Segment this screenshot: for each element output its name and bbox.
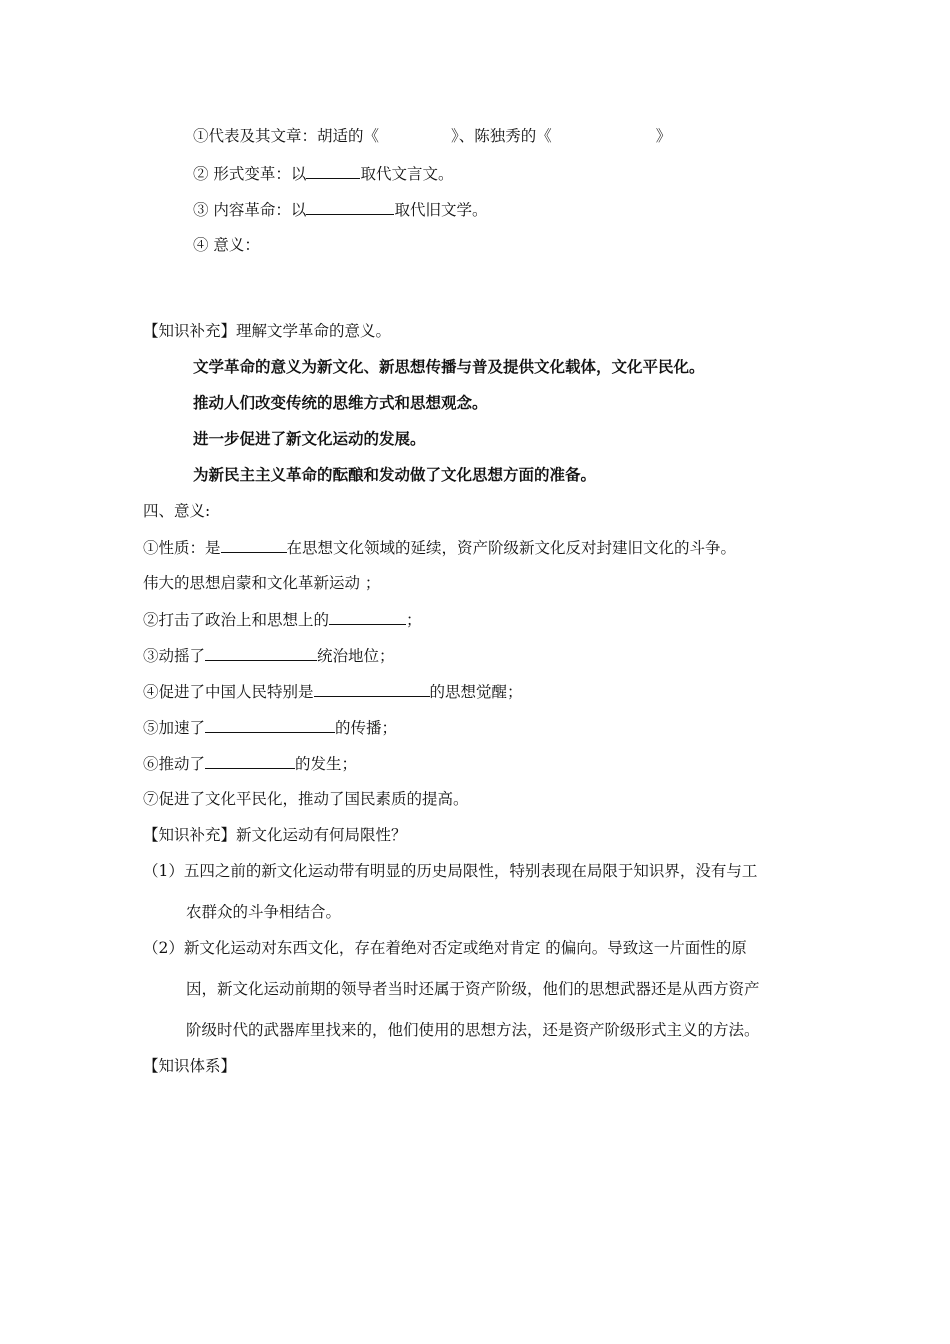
limitation-text: （2）新文化运动对东西文化，存在着绝对否定或绝对肯定 的偏向。导致这一片面性的原 [143, 939, 747, 957]
limitation-text: 阶级时代的武器库里找来的，他们使用的思想方法，还是资产阶级形式主义的方法。 [186, 1021, 760, 1039]
text: ② 形式变革：以 [193, 165, 307, 183]
text: 在思想文化领域的延续，资产阶级新文化反对封建旧文化的斗争。 [286, 539, 737, 557]
text: 【知识补充】理解文学革命的意义。 [143, 322, 392, 340]
text: 》 [655, 127, 672, 145]
lit-significance [193, 235, 260, 255]
fill-blank [205, 645, 317, 661]
significance-point [143, 717, 397, 738]
fill-blank [205, 753, 295, 769]
text: ③ 内容革命：以 [193, 201, 307, 219]
significance-point [143, 753, 357, 774]
text: ①性质：是 [143, 539, 221, 557]
lit-content-revolution [193, 199, 487, 220]
text: 统治地位； [317, 647, 395, 665]
text: 取代文言文。 [360, 165, 454, 183]
limitation-text: （1）五四之前的新文化运动带有明显的历史局限性，特别表现在局限于知识界，没有与工 [143, 862, 758, 880]
significance-point [143, 645, 395, 666]
significance-enlightenment: 伟大的思想启蒙和文化革新运动 ； [143, 574, 381, 592]
limitation-text: 因，新文化运动前期的领导者当时还属于资产阶级，他们的思想武器还是从西方资产 [186, 980, 760, 998]
fill-blank [221, 537, 287, 553]
limitation-text: 农群众的斗争相结合。 [186, 903, 342, 921]
text: 取代旧文学。 [394, 201, 488, 219]
fill-blank [306, 163, 360, 179]
supplement-title [143, 321, 391, 341]
knowledge-system-title: 【知识体系】 [143, 1057, 237, 1075]
section-heading: 四、意义: [143, 502, 211, 520]
text: 的传播； [335, 719, 398, 737]
text: ②打击了政治上和思想上的 [143, 611, 330, 629]
significance-point: ⑦促进了文化平民化，推动了国民素质的提高。 [143, 790, 469, 808]
supplement-point: 文学革命的意义为新文化、新思想传播与普及提供文化载体，文化平民化。 [193, 357, 705, 376]
text: ③动摇了 [143, 647, 206, 665]
text: ； [406, 611, 422, 629]
fill-blank [329, 609, 406, 625]
fill-blank [314, 681, 430, 697]
text: ④促进了中国人民特别是 [143, 683, 314, 701]
lit-form-reform [193, 163, 453, 184]
text: ④ 意义： [193, 236, 260, 254]
significance-point [143, 609, 422, 630]
text: ①代表及其文章：胡适的《 [193, 127, 380, 145]
text: 》、陈独秀的《 [451, 127, 552, 145]
supplement-point: 为新民主主义革命的酝酿和发动做了文化思想方面的准备。 [193, 465, 597, 484]
significance-point [143, 681, 523, 702]
supplement-point: 推动人们改变传统的思维方式和思想观念。 [193, 393, 488, 412]
supplement-point: 进一步促进了新文化运动的发展。 [193, 429, 426, 448]
text: ⑤加速了 [143, 719, 206, 737]
supplement-title: 【知识补充】新文化运动有何局限性？ [143, 826, 407, 844]
text: 的发生； [295, 755, 358, 773]
fill-blank [306, 199, 394, 215]
text: 的思想觉醒； [429, 683, 523, 701]
fill-blank [205, 717, 335, 733]
significance-nature [143, 537, 736, 558]
text: ⑥推动了 [143, 755, 206, 773]
lit-rep-articles [193, 126, 671, 146]
